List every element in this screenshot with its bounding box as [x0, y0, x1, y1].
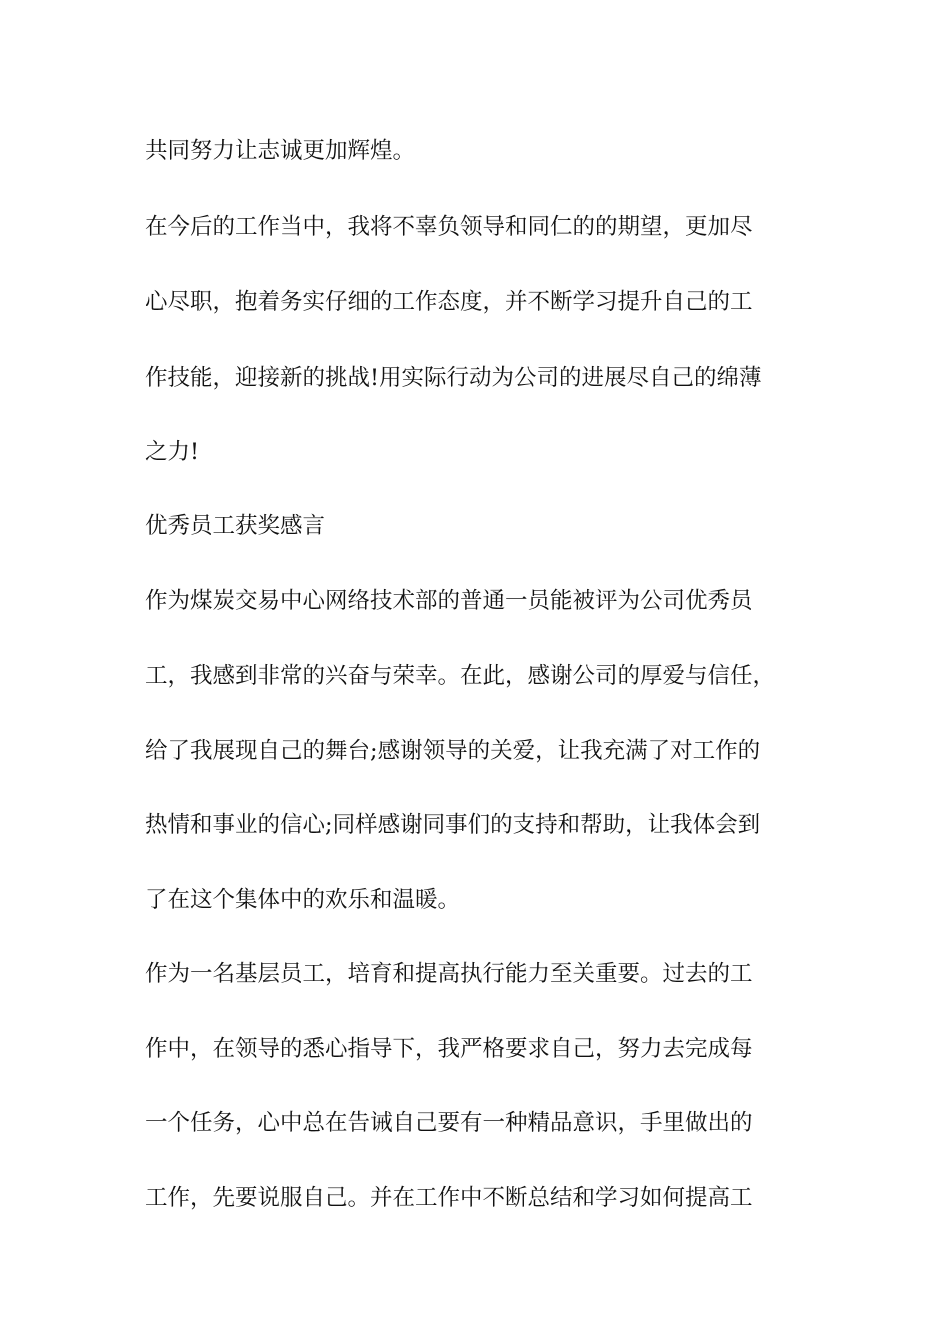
text-line: 工，我感到非常的兴奋与荣幸。在此，感谢公司的厚爱与信任， — [145, 663, 776, 689]
text-line: 在今后的工作当中，我将不辜负领导和同仁的的期望，更加尽 — [145, 214, 753, 240]
text-line: 了在这个集体中的欢乐和温暖。 — [145, 887, 461, 913]
section-heading: 优秀员工获奖感言 — [145, 513, 326, 539]
text-line: 共同努力让志诚更加辉煌。 — [145, 138, 416, 164]
text-line: 一个任务，心中总在告诫自己要有一种精品意识，手里做出的 — [145, 1110, 753, 1136]
text-line: 作技能，迎接新的挑战!用实际行动为公司的进展尽自己的绵薄 — [145, 365, 762, 391]
text-line: 给了我展现自己的舞台;感谢领导的关爱，让我充满了对工作的 — [145, 738, 761, 764]
text-line: 之力! — [145, 439, 200, 465]
text-line: 心尽职，抱着务实仔细的工作态度，并不断学习提升自己的工 — [145, 289, 753, 315]
text-line: 热情和事业的信心;同样感谢同事们的支持和帮助，让我体会到 — [145, 812, 761, 838]
text-line: 作中，在领导的悉心指导下，我严格要求自己，努力去完成每 — [145, 1036, 753, 1062]
text-line: 工作，先要说服自己。并在工作中不断总结和学习如何提高工 — [145, 1185, 753, 1211]
text-line: 作为煤炭交易中心网络技术部的普通一员能被评为公司优秀员 — [145, 588, 753, 614]
text-line: 作为一名基层员工，培育和提高执行能力至关重要。过去的工 — [145, 961, 753, 987]
